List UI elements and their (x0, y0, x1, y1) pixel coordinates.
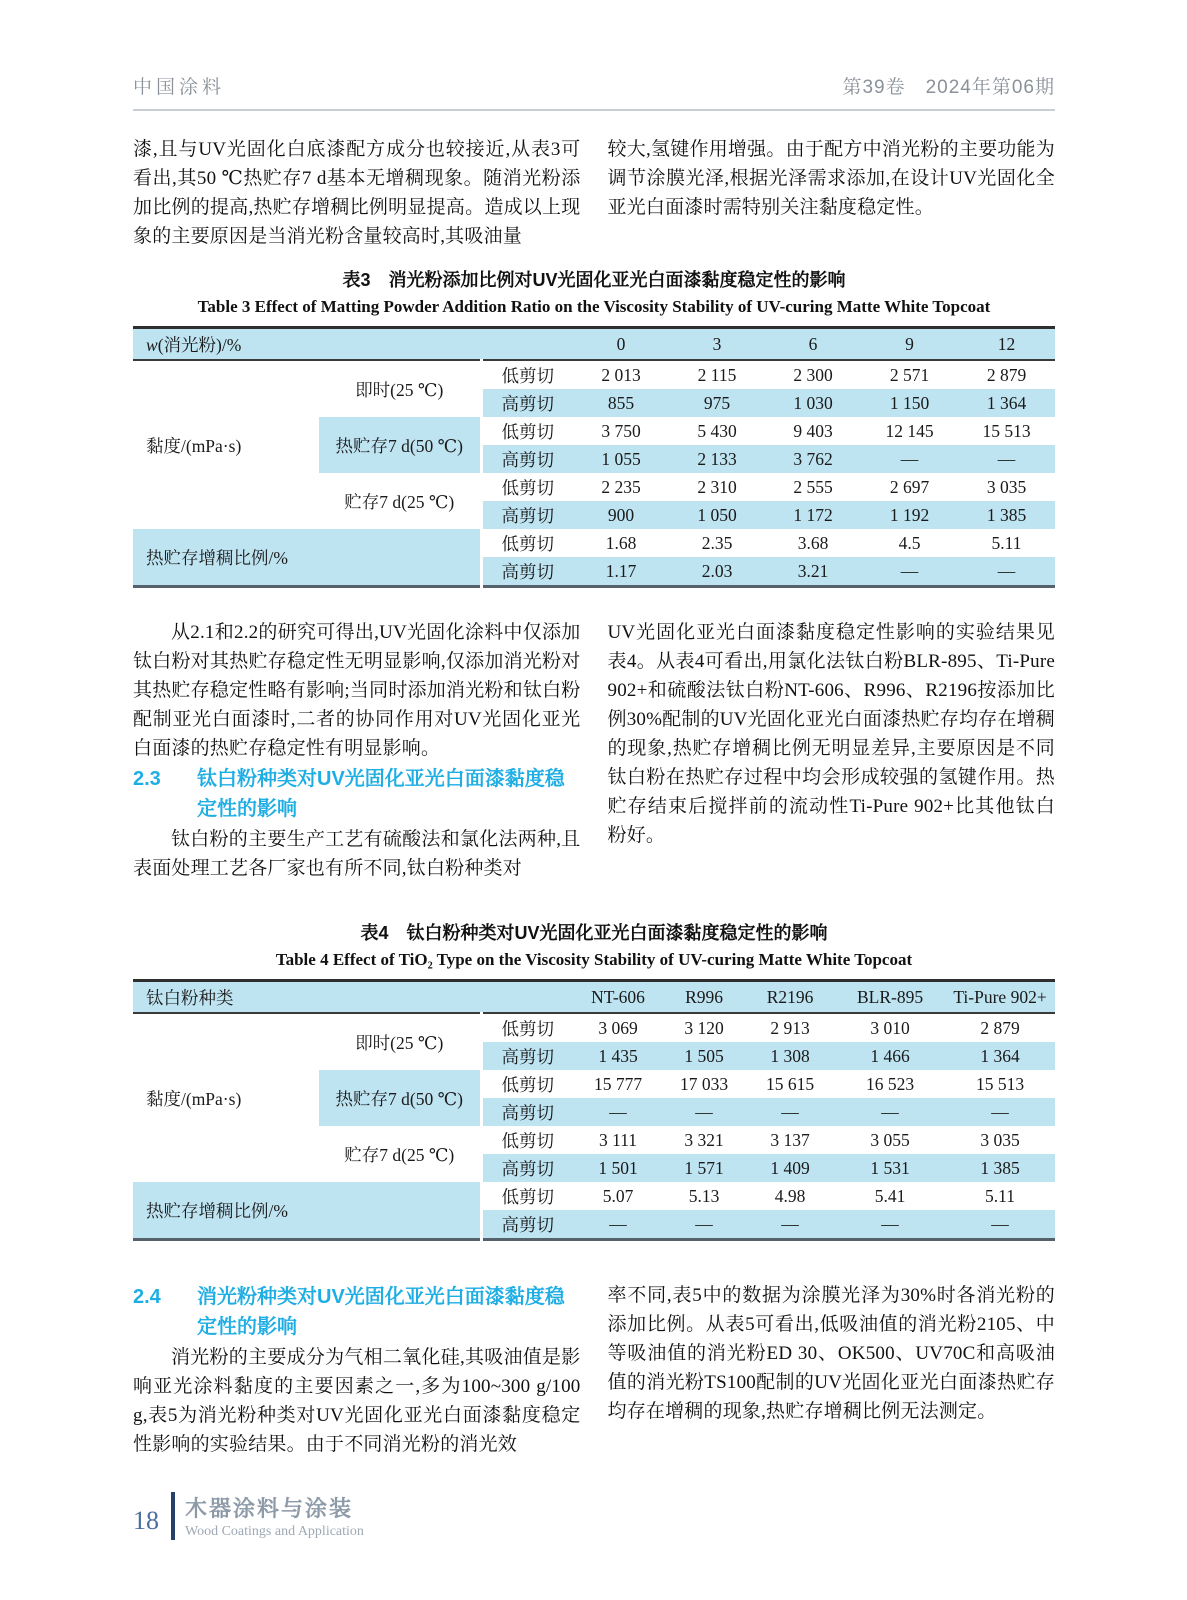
t4-cell: 5.07 (602, 1185, 634, 1206)
t3-cell: 2.35 (701, 532, 733, 553)
t4-cell: 16 523 (865, 1073, 915, 1094)
t4-cell: 2 913 (770, 1017, 810, 1038)
t3-cell: 12 145 (885, 420, 934, 441)
t3-shear-label: 高剪切 (481, 557, 573, 587)
t3-cell: 2.03 (669, 557, 765, 587)
t4-cell: — (835, 1210, 945, 1240)
t3-cell: 1 172 (765, 501, 861, 529)
t4-shear-label: 高剪切 (481, 1042, 573, 1070)
t3-cell: 3.21 (765, 557, 861, 587)
section-heading-2-4 (133, 1282, 581, 1342)
bottom-left-column (133, 1281, 581, 1459)
t4-thicken-label: 热贮存增稠比例/% (133, 1182, 481, 1240)
t3-cell: 4.5 (898, 532, 921, 553)
bottom-text-block (133, 1281, 1055, 1459)
t3-thicken-label: 热贮存增稠比例/% (133, 529, 481, 587)
t3-shear-label: 低剪切 (481, 529, 573, 557)
t4-shear-label: 低剪切 (481, 1070, 573, 1098)
t4-cell: — (945, 1098, 1055, 1126)
t3-cell: 2 879 (986, 364, 1027, 385)
t4-cell: 1 435 (573, 1042, 663, 1070)
table4-caption-zh: 表4 钛白粉种类对UV光固化亚光白面漆黏度稳定性的影响 (360, 923, 828, 943)
t3-cell: 3 750 (601, 420, 641, 441)
t3-cell: 3 762 (765, 445, 861, 473)
t3-cell: 975 (669, 389, 765, 417)
t3-cell: 5 430 (697, 420, 737, 441)
footer-brand-zh: 木器涂料与涂装 (185, 1496, 354, 1521)
t3-shear-label: 低剪切 (481, 360, 573, 389)
t3-shear-label: 高剪切 (481, 445, 573, 473)
t3-head-w: w (146, 334, 158, 355)
table4 (133, 979, 1055, 1241)
t3-head-row (133, 328, 1055, 361)
t4-cond-label: 贮存7 d(25 ℃) (344, 1144, 455, 1165)
page-footer (133, 1492, 364, 1540)
t4-col-header: NT-606 (573, 981, 663, 1014)
page-number: 18 (133, 1506, 159, 1535)
table3-caption-zh: 表3 消光粉添加比例对UV光固化亚光白面漆黏度稳定性的影响 (342, 270, 846, 290)
t3-cell: 1.68 (605, 532, 637, 553)
t4-cell: 1 308 (745, 1042, 835, 1070)
t3-cell: 2 571 (889, 364, 930, 385)
t3-cell: 2 115 (697, 364, 737, 385)
paragraph-sec24: 消光粉的主要成分为气相二氧化硅,其吸油值是影响亚光涂料黏度的主要因素之一,多为100~300 g/100 g,表5为消光粉种类对UV光固化亚光白面漆黏度稳定性影响的实验结果。由于不同消光粉的消光效 (133, 1347, 581, 1455)
t4-cell: 5.13 (688, 1185, 720, 1206)
t4-cell: 15 615 (765, 1073, 815, 1094)
t4-cell: 3 069 (598, 1017, 638, 1038)
t3-shear-label: 低剪切 (481, 473, 573, 501)
t4-cell: 3 111 (598, 1129, 638, 1150)
table4-caption-en: Table 4 Effect of TiO₂ Type on the Viscosity Stability of UV-curing Matte White Topcoat (275, 950, 913, 969)
t4-cell: 1 364 (945, 1042, 1055, 1070)
footer-brand-en: Wood Coatings and Application (185, 1524, 364, 1539)
t3-cell: 2 013 (601, 364, 641, 385)
mid-right-column (608, 618, 1056, 883)
t3-head-label (133, 328, 573, 361)
t3-cell: 2 697 (889, 476, 930, 497)
t3-head-rest: (消光粉)/% (157, 334, 242, 355)
t3-cell: 2 235 (601, 476, 641, 497)
journal-name: 中国涂料 (133, 77, 226, 98)
t3-cell: 15 513 (982, 420, 1031, 441)
t3-row (133, 360, 1055, 389)
t3-viscosity-label: 黏度/(mPa·s) (146, 435, 242, 456)
t3-col-header: 12 (958, 328, 1055, 361)
t3-cell: 1 055 (573, 445, 669, 473)
table3 (133, 326, 1055, 588)
t4-col-header: R996 (663, 981, 745, 1014)
t4-shear-label: 低剪切 (481, 1182, 573, 1210)
t4-shear-label: 高剪切 (481, 1210, 573, 1240)
t3-col-header: 6 (765, 328, 861, 361)
section-number: 2.3 (133, 768, 161, 790)
t3-cond-label: 即时(25 ℃) (355, 379, 444, 400)
t3-cell: 5.11 (991, 532, 1022, 553)
mid-text-block (133, 618, 1055, 883)
t3-cell: 2 555 (793, 476, 833, 497)
journal-page (133, 0, 1055, 1600)
t4-shear-label: 低剪切 (481, 1126, 573, 1154)
t3-row (133, 529, 1055, 557)
t4-cond-label: 热贮存7 d(50 ℃) (319, 1070, 481, 1126)
t3-col-header: 9 (861, 328, 958, 361)
t4-head-row (133, 981, 1055, 1014)
table3-caption-en: Table 3 Effect of Matting Powder Addition Ratio on the Viscosity Stability of UV-curing Matte White Topcoat (197, 297, 991, 316)
top-text-block (133, 135, 1055, 251)
paragraph-mid-left: 从2.1和2.2的研究可得出,UV光固化涂料中仅添加钛白粉对其热贮存稳定性无明显影响,仅添加消光粉对其热贮存稳定性略有影响;当同时添加消光粉和钛白粉配制亚光白面漆时,二者的协同作用对UV光固化亚光白面漆的热贮存稳定性有明显影响。 (133, 622, 581, 759)
t4-cell: — (573, 1210, 663, 1240)
t3-cell: 2 300 (793, 364, 833, 385)
t4-cell: — (573, 1098, 663, 1126)
t3-shear-label: 高剪切 (481, 501, 573, 529)
paragraph-mid-right: UV光固化亚光白面漆黏度稳定性影响的实验结果见表4。从表4可看出,用氯化法钛白粉BLR-895、Ti-Pure 902+和硫酸法钛白粉NT-606、R996、R2196按添加比例30%配制的UV光固化亚光白面漆热贮存均存在增稠的现象,热贮存增稠比例无明显差异,主要原因是不同钛白粉在热贮存过程中均会形成较强的氢键作用。热贮存结束后搅拌前的流动性Ti-Pure 902+比其他钛白粉好。 (607, 622, 1055, 846)
t4-cell: 1 385 (945, 1154, 1055, 1182)
t3-cond-label: 贮存7 d(25 ℃) (344, 491, 455, 512)
t4-row (133, 1013, 1055, 1042)
t4-cell: — (835, 1098, 945, 1126)
footer-brand (185, 1492, 364, 1540)
section-number: 2.4 (133, 1286, 161, 1308)
t3-cell: 855 (573, 389, 669, 417)
t4-cell: 5.11 (985, 1185, 1016, 1206)
t4-cell: 3 055 (870, 1129, 910, 1150)
section-title: 钛白粉种类对UV光固化亚光白面漆黏度稳定性的影响 (197, 768, 565, 820)
t4-cell: 3 120 (684, 1017, 724, 1038)
page-header (133, 0, 1055, 111)
mid-left-column (133, 618, 581, 883)
t3-cell: 1 050 (669, 501, 765, 529)
t3-cell: — (861, 557, 958, 587)
t4-row (133, 1182, 1055, 1210)
t3-shear-label: 高剪切 (481, 389, 573, 417)
paragraph-bottom-right: 率不同,表5中的数据为涂膜光泽为30%时各消光粉的添加比例。从表5可看出,低吸油值的消光粉2105、中等吸油值的消光粉ED 30、OK500、UV70C和高吸油值的消光粉TS100配制的UV光固化亚光白面漆热贮存均存在增稠的现象,热贮存增稠比例无法测定。 (607, 1285, 1055, 1422)
t4-shear-label: 低剪切 (481, 1013, 573, 1042)
t4-cond-label: 即时(25 ℃) (355, 1032, 444, 1053)
t4-cell: 3 321 (684, 1129, 724, 1150)
t4-col-header: Ti-Pure 902+ (945, 981, 1055, 1014)
t3-cell: — (861, 445, 958, 473)
section-title: 消光粉种类对UV光固化亚光白面漆黏度稳定性的影响 (197, 1286, 565, 1338)
t3-cell: 900 (573, 501, 669, 529)
t4-cell: 2 879 (980, 1017, 1020, 1038)
bottom-right-column (608, 1281, 1056, 1459)
t3-cell: 1 030 (765, 389, 861, 417)
t4-cell: 1 466 (835, 1042, 945, 1070)
paragraph-top-left: 漆,且与UV光固化白底漆配方成分也较接近,从表3可看出,其50 ℃热贮存7 d基本无增稠现象。随消光粉添加比例的提高,热贮存增稠比例明显提高。造成以上现象的主要原因是当消光粉含量较高时,其吸油量 (133, 139, 581, 247)
t4-col-header: BLR-895 (835, 981, 945, 1014)
t4-viscosity-label: 黏度/(mPa·s) (146, 1088, 242, 1109)
t3-cell: 9 403 (793, 420, 833, 441)
t3-col-header: 3 (669, 328, 765, 361)
section-heading-2-3 (133, 764, 581, 824)
t4-cell: 1 531 (835, 1154, 945, 1182)
t3-cell: 1 150 (861, 389, 958, 417)
t4-shear-label: 高剪切 (481, 1098, 573, 1126)
t3-cell: 3 035 (986, 476, 1027, 497)
t4-cell: 1 505 (663, 1042, 745, 1070)
t4-cell: 3 137 (770, 1129, 810, 1150)
t4-cell: 1 409 (745, 1154, 835, 1182)
t4-cell: 5.41 (874, 1185, 906, 1206)
t4-cell: 15 513 (975, 1073, 1025, 1094)
t3-shear-label: 低剪切 (481, 417, 573, 445)
t4-col-header: R2196 (745, 981, 835, 1014)
t4-cell: — (663, 1210, 745, 1240)
t4-head-label: 钛白粉种类 (133, 981, 573, 1014)
paragraph-sec23: 钛白粉的主要生产工艺有硫酸法和氯化法两种,且表面处理工艺各厂家也有所不同,钛白粉种类对 (133, 829, 581, 879)
paragraph-top-right: 较大,氢键作用增强。由于配方中消光粉的主要功能为调节涂膜光泽,根据光泽需求添加,在设计UV光固化全亚光白面漆时需特别关注黏度稳定性。 (607, 139, 1055, 218)
t4-cell: — (745, 1210, 835, 1240)
t4-cell: — (745, 1098, 835, 1126)
t3-cell: 1 192 (861, 501, 958, 529)
t3-cell: 1.17 (573, 557, 669, 587)
t4-cell: 3 035 (980, 1129, 1020, 1150)
t3-cell: 2 133 (669, 445, 765, 473)
t4-cell: — (663, 1098, 745, 1126)
t3-cell: 1 385 (958, 501, 1055, 529)
t4-cell: 4.98 (774, 1185, 806, 1206)
t3-cell: — (958, 557, 1055, 587)
t3-cell: 2 310 (697, 476, 737, 497)
t4-cell: 1 571 (663, 1154, 745, 1182)
t4-cell: 17 033 (679, 1073, 729, 1094)
issue-info: 第39卷 2024年第06期 (842, 77, 1055, 98)
t3-col-header: 0 (573, 328, 669, 361)
t3-cell: 3.68 (797, 532, 829, 553)
t3-cell: 1 364 (958, 389, 1055, 417)
t4-shear-label: 高剪切 (481, 1154, 573, 1182)
t3-cell: — (958, 445, 1055, 473)
t4-cell: — (945, 1210, 1055, 1240)
t3-cond-label: 热贮存7 d(50 ℃) (319, 417, 481, 473)
t4-cell: 3 010 (870, 1017, 910, 1038)
t4-cell: 15 777 (593, 1073, 643, 1094)
t4-cell: 1 501 (573, 1154, 663, 1182)
footer-divider-bar (171, 1492, 175, 1540)
